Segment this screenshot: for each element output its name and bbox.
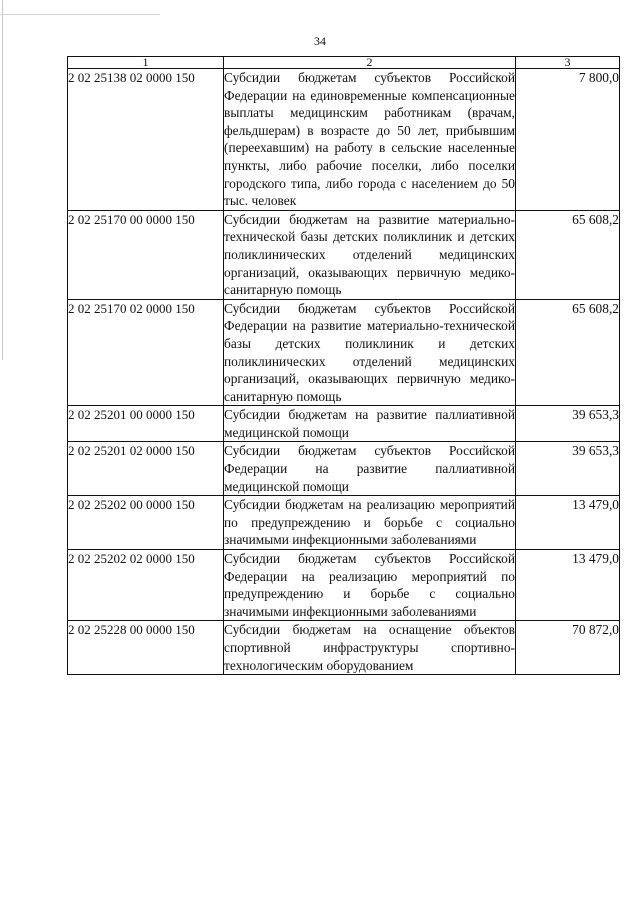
row-code: 2 02 25202 02 0000 150: [68, 550, 224, 621]
table-row: [68, 69, 620, 211]
row-amount: 65 608,2: [516, 210, 620, 299]
row-description: Субсидии бюджетам субъектов Российской Федерации на реализацию мероприятий по предупреждению и борьбе с социально значимыми инфекционными заболеваниями: [224, 550, 516, 621]
row-code: 2 02 25138 02 0000 150: [68, 69, 224, 211]
row-description: Субсидии бюджетам субъектов Российской Федерации на развитие паллиативной медицинской помощи: [224, 442, 516, 496]
table-row: [68, 299, 620, 406]
table-row: [68, 406, 620, 442]
table-row: [68, 550, 620, 621]
budget-revenue-table: [67, 56, 620, 675]
table-header-row: [68, 57, 620, 69]
table-row: [68, 442, 620, 496]
row-description: Субсидии бюджетам на развитие паллиативной медицинской помощи: [224, 406, 516, 442]
column-header-amount: 3: [516, 57, 620, 69]
scan-top-line: [0, 14, 160, 15]
row-description: Субсидии бюджетам на реализацию мероприятий по предупреждению и борьбе с социально значимыми инфекционными заболеваниями: [224, 496, 516, 550]
column-header-description: 2: [224, 57, 516, 69]
row-description: Субсидии бюджетам субъектов Российской Федерации на развитие материально-технической базы детских поликлиник и детских поликлинических отделений медицинских организаций, оказывающих первичную медико-санитарную помощь: [224, 299, 516, 406]
row-code: 2 02 25170 00 0000 150: [68, 210, 224, 299]
row-code: 2 02 25228 00 0000 150: [68, 621, 224, 675]
row-code: 2 02 25170 02 0000 150: [68, 299, 224, 406]
row-amount: 13 479,0: [516, 550, 620, 621]
row-description: Субсидии бюджетам на оснащение объектов спортивной инфраструктуры спортивно-технологическим оборудованием: [224, 621, 516, 675]
table-row: [68, 621, 620, 675]
row-amount: 65 608,2: [516, 299, 620, 406]
page-number: 34: [314, 34, 326, 48]
row-amount: 39 653,3: [516, 442, 620, 496]
row-description: Субсидии бюджетам на развитие материально-технической базы детских поликлиник и детских поликлинических отделений медицинских организаций, оказывающих первичную медико-санитарную помощь: [224, 210, 516, 299]
scan-edge-line: [2, 0, 3, 360]
row-code: 2 02 25201 00 0000 150: [68, 406, 224, 442]
row-code: 2 02 25202 00 0000 150: [68, 496, 224, 550]
row-amount: 39 653,3: [516, 406, 620, 442]
row-amount: 70 872,0: [516, 621, 620, 675]
row-amount: 13 479,0: [516, 496, 620, 550]
row-amount: 7 800,0: [516, 69, 620, 211]
table-row: [68, 496, 620, 550]
column-header-code: 1: [68, 57, 224, 69]
row-code: 2 02 25201 02 0000 150: [68, 442, 224, 496]
row-description: Субсидии бюджетам субъектов Российской Федерации на единовременные компенсационные выплаты медицинским работникам (врачам, фельдшерам) в возрасте до 50 лет, прибывшим (переехавшим) на работу в сельские населенные пункты, либо рабочие поселки, либо поселки городского типа, либо города с населением до 50 тыс. человек: [224, 69, 516, 211]
table-row: [68, 210, 620, 299]
